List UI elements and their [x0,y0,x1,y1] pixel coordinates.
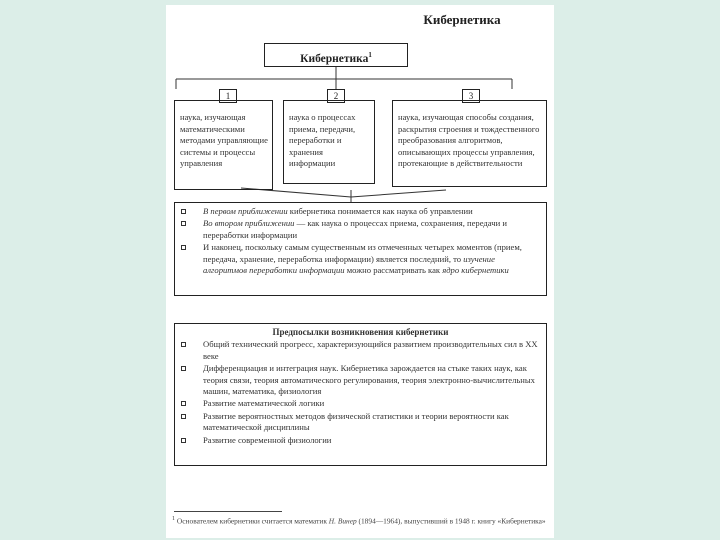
approximation-emphasis: изучение алгоритмов переработки информации [203,253,495,276]
merge-line-3 [351,190,446,197]
prerequisite-item [181,435,540,446]
prerequisite-text: Развитие современной физиологии [203,434,332,445]
approximation-text: И наконец, поскольку самым существенным из отмеченных четырех моментов (прием, передача, хранение, переработка информации) является последний, то [203,242,522,264]
approximations-box [174,202,547,296]
approximation-text: — как наука о процессах приема, сохранения, передачи и переработки информации [203,218,507,240]
root-footnote-mark: 1 [368,51,372,59]
prerequisite-item [181,411,540,434]
approximation-item [181,242,540,276]
prerequisite-text: Развитие вероятностных методов физической статистики и теории вероятности как математической дисциплины [203,410,509,433]
prerequisite-text: Дифференциация и интеграция наук. Кибернетика зарождается на стыке таких наук, как теория связи, теория автоматического регулирования, теория электронно-вычислительных машин, математика, физиология [203,363,535,397]
footnote-mark: 1 [172,516,176,522]
approximation-emphasis: ядро кибернетики [442,265,509,276]
definition-box-3 [392,100,547,187]
checkbox-bullet-icon [181,366,186,371]
root-concept-box [264,43,408,67]
prerequisite-text: Развитие математической логики [203,398,325,409]
document-page [166,5,554,538]
prerequisite-item [181,339,540,362]
definition-number-1: 1 [219,89,237,103]
approximation-text: можно рассматривать как [344,265,443,276]
footnote-author: Н. Винер [328,516,357,526]
checkbox-bullet-icon [181,342,186,347]
prerequisite-item [181,363,540,397]
definition-text-1: наука, изучающая математическими методами управляющие системы и процессы управления [180,112,268,169]
footnote-text: (1894—1964), выпустивший в 1948 г. книгу «Кибернетика» [356,516,546,526]
definition-text-3: наука, изучающая способы создания, раскрытия строения и тождественного преобразования алгоритмов, описывающих процессы управления, протекающие в действительности [398,112,540,169]
definition-text-2: наука о процессах приема, передачи, переработки и хранения информации [289,112,356,169]
definition-number-3: 3 [462,89,480,103]
approximation-item [181,206,540,217]
prerequisite-text: Общий технический прогресс, характеризующийся развитием производительных сил в XX веке [203,339,538,361]
checkbox-bullet-icon [181,438,186,443]
prerequisite-item [181,398,540,409]
page-heading: Кибернетика [423,12,501,27]
approximation-item [181,218,540,241]
definition-box-1 [174,100,273,190]
checkbox-bullet-icon [181,245,186,250]
checkbox-bullet-icon [181,221,186,226]
prerequisites-box [174,323,547,466]
footnote-divider [174,511,282,512]
definition-number-2: 2 [327,89,345,103]
footnote [172,515,550,526]
checkbox-bullet-icon [181,401,186,406]
approximation-emphasis: В первом приближении [203,206,288,216]
checkbox-bullet-icon [181,209,186,214]
definition-box-2 [283,100,375,184]
approximation-emphasis: Во втором приближении [203,218,295,229]
prerequisites-title: Предпосылки возникновения кибернетики [272,327,449,337]
approximation-text: кибернетика понимается как наука об управлении [287,206,473,216]
footnote-text: Основателем кибернетики считается математик [175,516,329,526]
checkbox-bullet-icon [181,414,186,419]
root-label: Кибернетика [300,52,369,65]
